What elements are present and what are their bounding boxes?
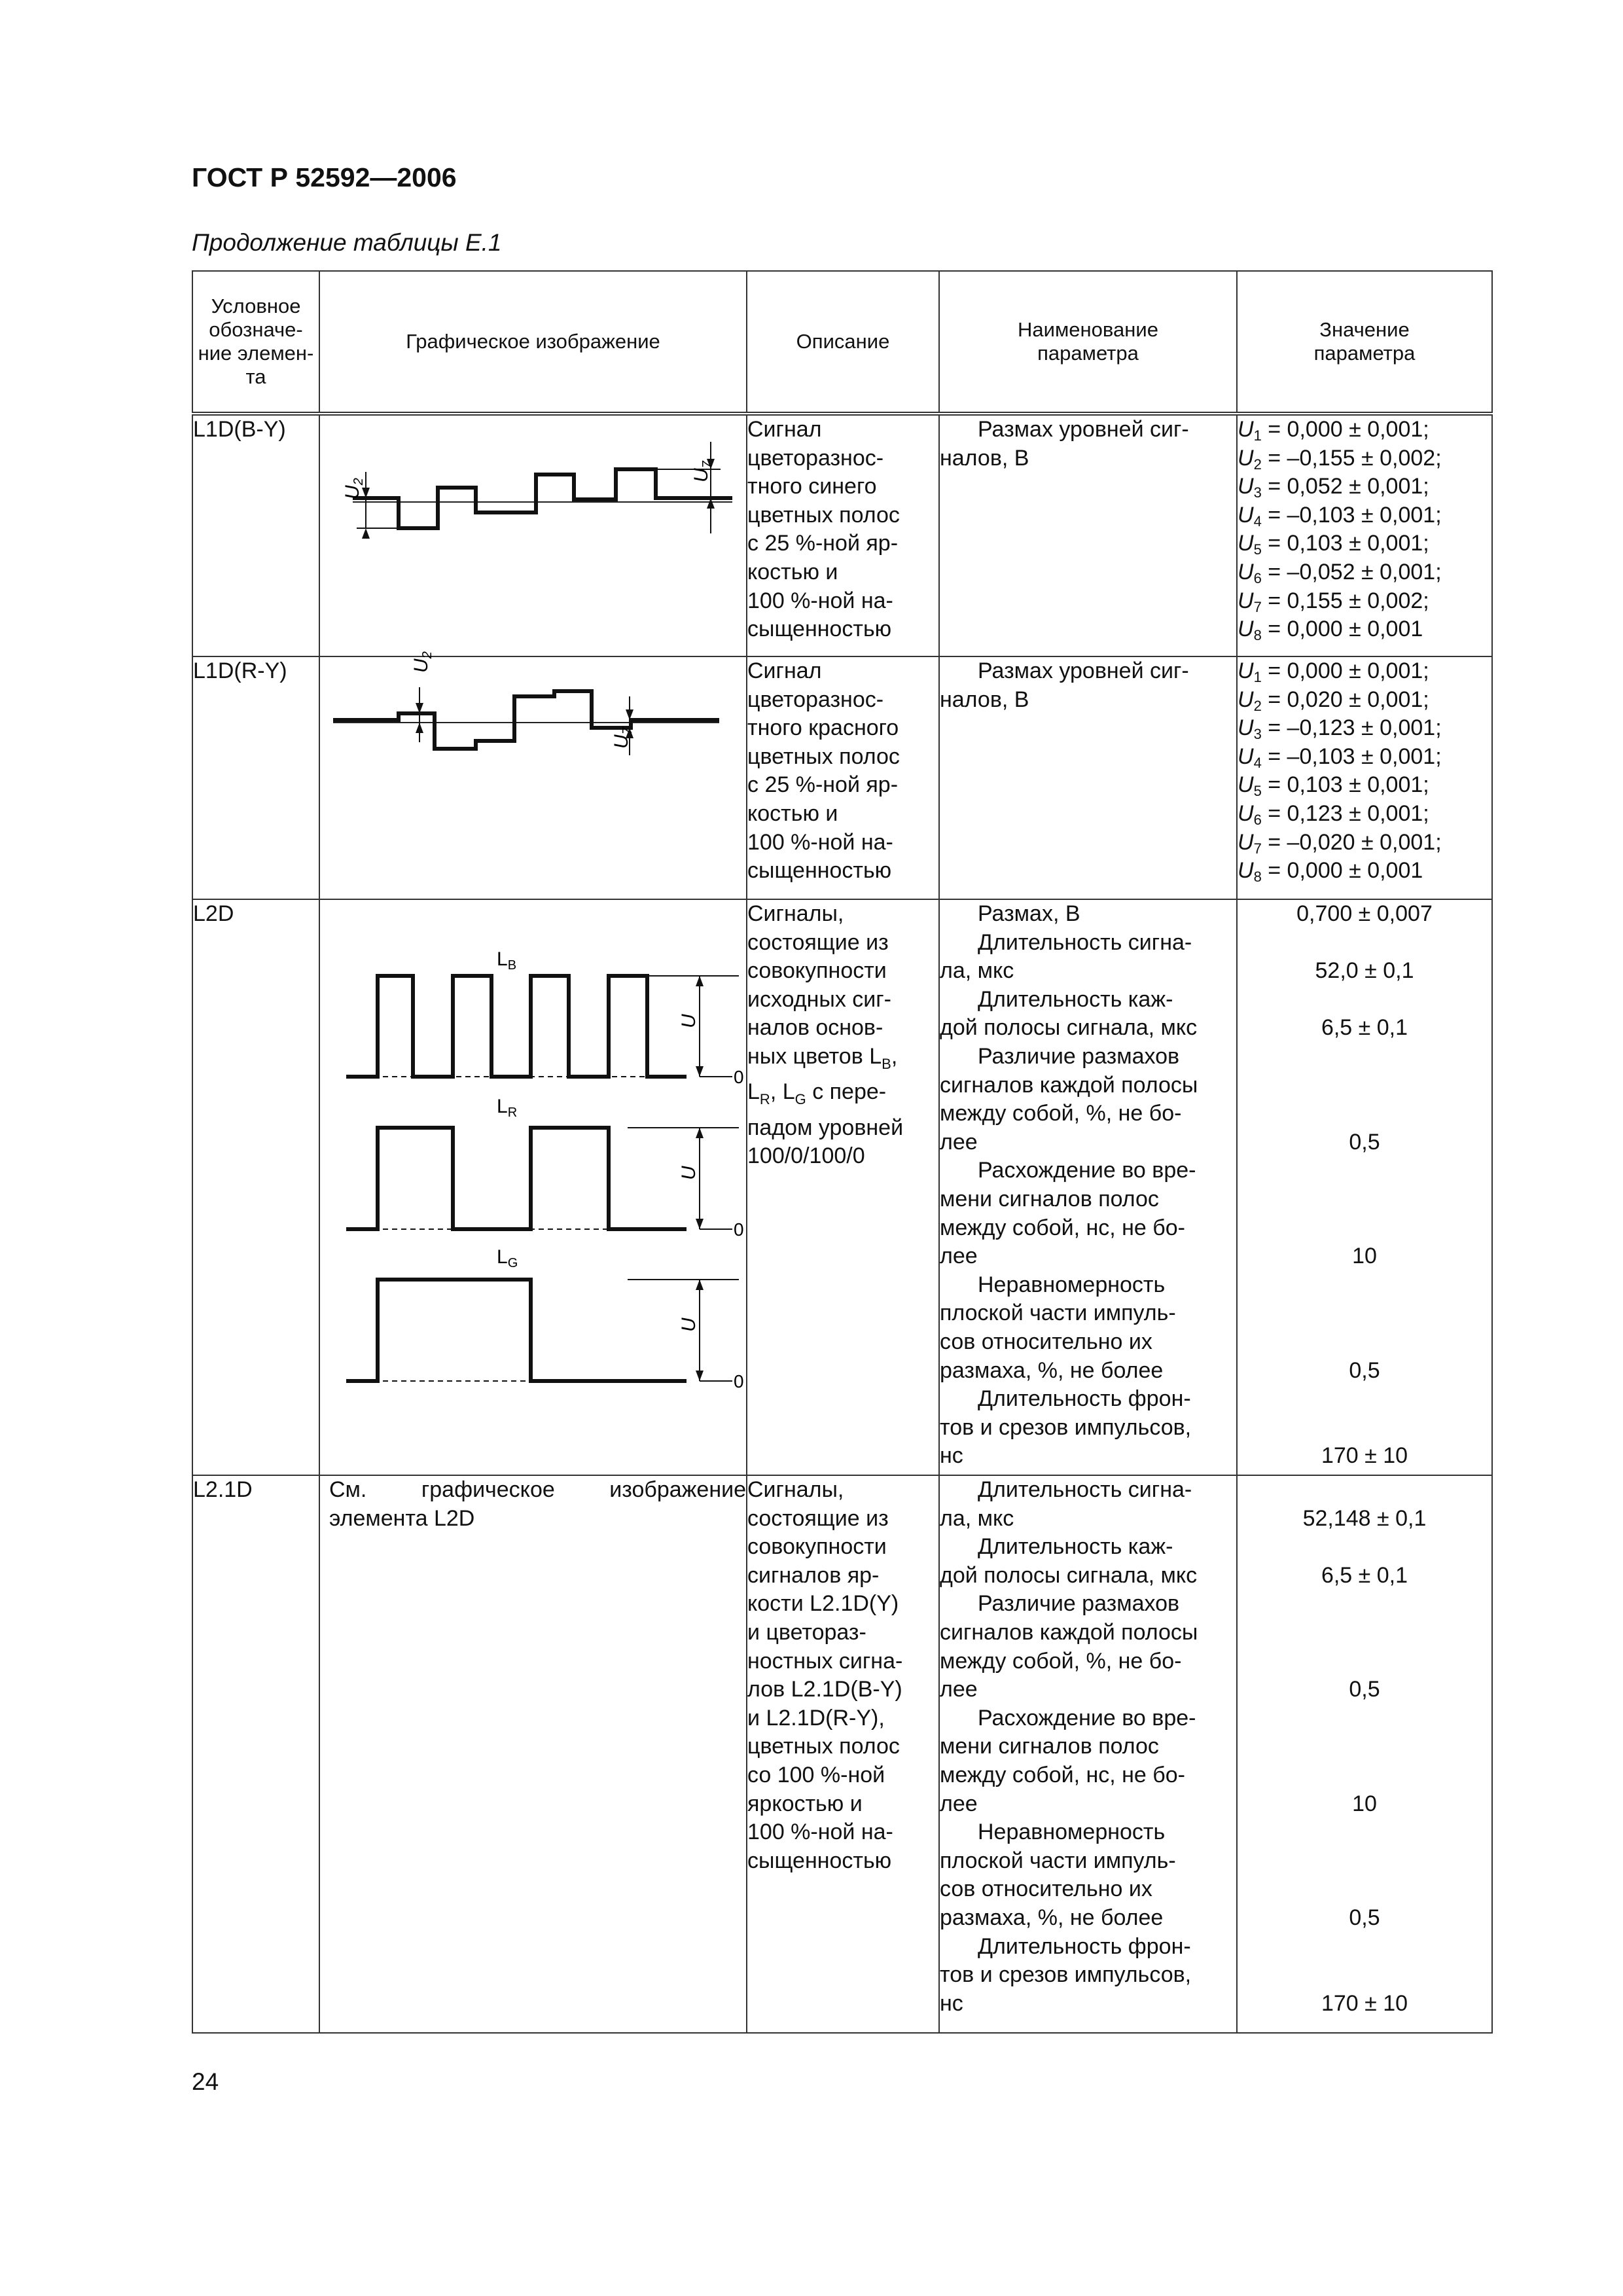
param-value-line: $U_6 = -0,052 \pm 0,001$; <box>1238 559 1442 586</box>
description-cell <box>747 1475 939 2033</box>
param-value-spacer <box>1238 1732 1491 1761</box>
param-line: мени сигналов полос <box>940 1734 1159 1759</box>
param-line: Длительность фрон- <box>978 1386 1191 1412</box>
table-header-row <box>192 271 1492 414</box>
param-value-line: $U_7 = 0,155 \pm 0,002$; <box>1238 588 1429 615</box>
param-value-spacer <box>1238 1818 1491 1847</box>
param-value: 52,0 ± 0,1 <box>1315 958 1414 984</box>
description-line: сигналов яр- <box>747 1562 880 1588</box>
param-value-line: $U_3 = 0,052 \pm 0,001$; <box>1238 474 1429 501</box>
param-line: плоской части импуль- <box>940 1300 1176 1326</box>
svg-text:U7: $U_7$ <box>690 461 715 482</box>
description-line: Сигнал <box>747 658 822 683</box>
element-code: L2D <box>192 899 319 1475</box>
param-value: 0,5 <box>1349 1905 1380 1930</box>
param-value: 0,700 ± 0,007 <box>1296 901 1433 926</box>
table-row <box>192 1475 1492 2033</box>
svg-text:0: 0 <box>734 1067 744 1087</box>
table-row <box>192 899 1492 1475</box>
graphic-cell <box>319 414 747 656</box>
param-line: лее <box>940 1244 978 1269</box>
param-line: лее <box>940 1677 978 1702</box>
description-line: сыщенностью <box>747 1848 892 1873</box>
param-value-spacer <box>1238 1647 1491 1676</box>
param-value-spacer <box>1238 1875 1491 1904</box>
description-line: состоящие из <box>747 929 889 955</box>
param-line: Длительность сигна- <box>978 1477 1192 1502</box>
param-line: Расхождение во вре- <box>978 1705 1196 1731</box>
signal-diagram-l1d-r-y <box>320 651 745 788</box>
description-line: Сигнал <box>747 417 822 442</box>
param-value-spacer <box>1238 1761 1491 1790</box>
param-line: сов относительно их <box>940 1876 1152 1902</box>
description-line: и L2.1D(R-Y), <box>747 1705 885 1731</box>
signal-diagram-l1d-b-y <box>320 416 745 547</box>
param-line: тов и срезов импульсов, <box>940 1962 1192 1988</box>
svg-text:U7: $U_7$ <box>611 727 635 749</box>
svg-text:U: U <box>678 1014 700 1028</box>
table-row <box>192 656 1492 899</box>
param-value-line: $U_7 = -0,020 \pm 0,001$; <box>1238 829 1442 857</box>
param-line: мени сигналов полос <box>940 1186 1159 1211</box>
param-value: 0,5 <box>1349 1357 1380 1383</box>
param-line: плоской части импуль- <box>940 1848 1176 1873</box>
param-value-spacer <box>1238 1961 1491 1990</box>
param-line: нс <box>940 1443 963 1469</box>
description-line: яркостью и <box>747 1791 863 1816</box>
param-value: 0,5 <box>1349 1677 1380 1702</box>
description-line: сыщенностью <box>747 617 892 642</box>
param-name-cell <box>939 1475 1237 2033</box>
table-row <box>192 414 1492 656</box>
graphic-cell <box>319 899 747 1475</box>
param-value-spacer <box>1238 1385 1491 1414</box>
description-line: 100/0/100/0 <box>747 1143 865 1169</box>
param-line: Размах уровней сиг- <box>978 417 1189 442</box>
param-line: Длительность каж- <box>978 986 1173 1012</box>
param-value-cell <box>1237 414 1492 656</box>
param-value-spacer <box>1238 1619 1491 1647</box>
svg-text:0: 0 <box>734 1219 744 1240</box>
param-value-line: $U_4 = -0,103 \pm 0,001$; <box>1238 502 1442 529</box>
param-line: Различие размахов <box>978 1591 1180 1617</box>
param-value-line: $U_1 = 0,000 \pm 0,001$; <box>1238 658 1429 685</box>
param-line: Расхождение во вре- <box>978 1158 1196 1183</box>
description-cell <box>747 656 939 899</box>
param-value-spacer <box>1238 1476 1491 1505</box>
description-line: тного синего <box>747 474 877 499</box>
description-line: с 25 %-ной яр- <box>747 531 899 556</box>
element-code: L2.1D <box>192 1475 319 2033</box>
description-line: падом уровней <box>747 1115 904 1140</box>
param-line: сигналов каждой полосы <box>940 1072 1198 1098</box>
param-value: 0,5 <box>1349 1129 1380 1155</box>
svg-text:U: U <box>678 1318 700 1332</box>
document-code: ГОСТ Р 52592—2006 <box>192 162 457 192</box>
param-value-cell <box>1237 899 1492 1475</box>
param-value-spacer <box>1238 1185 1491 1214</box>
description-line: 100 %-ной на- <box>747 829 893 855</box>
param-value: 170 ± 10 <box>1321 1443 1408 1469</box>
svg-text:U2: $U_2$ <box>410 651 435 673</box>
description-line: и цветораз- <box>747 1619 866 1645</box>
param-value-line: $U_5 = 0,103 \pm 0,001$; <box>1238 531 1429 558</box>
param-line: между собой, нс, не бо- <box>940 1762 1185 1787</box>
description-line: совокупности <box>747 958 887 984</box>
description-line: кости L2.1D(Y) <box>747 1591 899 1617</box>
graphic-cell <box>319 651 747 899</box>
param-line: Неравномерность <box>978 1272 1166 1297</box>
description-line: тного красного <box>747 715 899 741</box>
table-caption: Продолжение таблицы Е.1 <box>192 229 502 256</box>
signal-diagram-l2d <box>320 900 745 1410</box>
param-value-spacer <box>1238 1071 1491 1100</box>
param-value-spacer <box>1238 1414 1491 1443</box>
description-line: цветных полос <box>747 744 900 769</box>
col-header-param-name: Наименование параметра <box>939 271 1237 414</box>
param-line: налов, В <box>940 445 1029 471</box>
description-line: ностных сигна- <box>747 1648 903 1674</box>
param-line: Длительность каж- <box>978 1534 1173 1560</box>
description-line: цветных полос <box>747 1734 900 1759</box>
description-line: налов основ- <box>747 1015 883 1041</box>
param-value: 6,5 ± 0,1 <box>1321 1015 1408 1041</box>
param-line: дой полосы сигнала, мкс <box>940 1562 1198 1588</box>
param-value-line: $U_1 = 0,000 \pm 0,001$; <box>1238 417 1429 444</box>
param-value-spacer <box>1238 1328 1491 1357</box>
param-line: Размах уровней сиг- <box>978 658 1189 683</box>
description-line: костью и <box>747 800 838 826</box>
param-line: сов относительно их <box>940 1329 1152 1354</box>
param-line: Различие размахов <box>978 1043 1180 1069</box>
col-header-graphic: Графическое изображение <box>319 271 747 414</box>
description-line: совокупности <box>747 1534 887 1560</box>
description-line: цветоразнос- <box>747 687 884 712</box>
param-value-spacer <box>1238 1271 1491 1300</box>
page-number: 24 <box>192 2068 219 2095</box>
col-header-description: Описание <box>747 271 939 414</box>
param-value-spacer <box>1238 1299 1491 1328</box>
param-value-cell <box>1237 1475 1492 2033</box>
param-value: 10 <box>1352 1791 1377 1816</box>
param-value-line: $U_3 = -0,123 \pm 0,001$; <box>1238 715 1442 743</box>
param-value-spacer <box>1238 1704 1491 1733</box>
param-line: сигналов каждой полосы <box>940 1619 1198 1645</box>
param-value-spacer <box>1238 1214 1491 1243</box>
param-line: дой полосы сигнала, мкс <box>940 1015 1198 1041</box>
description-cell <box>747 899 939 1475</box>
param-value-spacer <box>1238 1100 1491 1128</box>
param-value-spacer <box>1238 1533 1491 1562</box>
description-cell <box>747 414 939 656</box>
description-line: со 100 %-ной <box>747 1762 885 1787</box>
element-code: L1D(B-Y) <box>192 414 319 656</box>
param-line: лее <box>940 1791 978 1816</box>
description-line: костью и <box>747 559 838 584</box>
param-line: лее <box>940 1129 978 1155</box>
param-value-line: $U_8 = 0,000 \pm 0,001$ <box>1238 858 1423 886</box>
param-name-cell <box>939 656 1237 899</box>
param-value-line: $U_8 = 0,000 \pm 0,001$ <box>1238 617 1423 644</box>
description-line: $L_R$, $L_G$ с пере- <box>747 1079 887 1108</box>
svg-text:U: U <box>678 1166 700 1180</box>
param-value-line: $U_2 = 0,020 \pm 0,001$; <box>1238 687 1429 714</box>
param-line: между собой, %, не бо- <box>940 1101 1182 1126</box>
param-line: ла, мкс <box>940 1505 1014 1531</box>
param-value: 10 <box>1352 1244 1377 1269</box>
param-value-spacer <box>1238 986 1491 1014</box>
description-line: состоящие из <box>747 1505 889 1531</box>
param-value: 6,5 ± 0,1 <box>1321 1562 1408 1588</box>
param-value-spacer <box>1238 1847 1491 1876</box>
description-line: 100 %-ной на- <box>747 1820 893 1845</box>
graphic-cell <box>319 1475 747 2033</box>
param-line: между собой, %, не бо- <box>940 1648 1182 1674</box>
description-line: исходных сиг- <box>747 986 891 1012</box>
label-lb: $L_B$ <box>497 948 517 973</box>
param-value-spacer <box>1238 1043 1491 1071</box>
element-code: L1D(R-Y) <box>192 656 319 899</box>
param-value-line: $U_6 = 0,123 \pm 0,001$; <box>1238 800 1429 828</box>
param-value-spacer <box>1238 1590 1491 1619</box>
description-line: лов L2.1D(B-Y) <box>747 1677 902 1702</box>
label-lg: $L_G$ <box>497 1246 518 1270</box>
param-line: Размах, В <box>978 901 1080 926</box>
param-name-cell <box>939 899 1237 1475</box>
param-value-line: $U_2 = -0,155 \pm 0,002$; <box>1238 445 1442 473</box>
label-lr: $L_R$ <box>497 1096 518 1120</box>
parameters-table <box>192 270 1493 2034</box>
description-line: Сигналы, <box>747 1477 844 1502</box>
description-line: 100 %-ной на- <box>747 588 893 613</box>
param-value-cell <box>1237 656 1492 899</box>
param-line: ла, мкс <box>940 958 1014 984</box>
param-line: Неравномерность <box>978 1820 1166 1845</box>
param-line: размаха, %, не более <box>940 1905 1164 1930</box>
param-line: Длительность фрон- <box>978 1933 1191 1959</box>
param-value-line: $U_5 = 0,103 \pm 0,001$; <box>1238 772 1429 800</box>
param-line: налов, В <box>940 687 1029 712</box>
description-line: цветных полос <box>747 502 900 528</box>
param-line: тов и срезов импульсов, <box>940 1414 1192 1440</box>
param-value: 52,148 ± 0,1 <box>1302 1505 1427 1531</box>
col-header-param-value: Значение параметра <box>1237 271 1492 414</box>
param-value-line: $U_4 = -0,103 \pm 0,001$; <box>1238 744 1442 771</box>
param-value-spacer <box>1238 1933 1491 1962</box>
col-header-code: Условное обозначе- ние элемен- та <box>192 271 319 414</box>
param-value: 170 ± 10 <box>1321 1990 1408 2016</box>
param-line: Длительность сигна- <box>978 929 1192 955</box>
param-value-spacer <box>1238 1157 1491 1185</box>
param-name-cell <box>939 414 1237 656</box>
description-line: цветоразнос- <box>747 445 884 471</box>
param-line: нс <box>940 1990 963 2016</box>
param-line: между собой, нс, не бо- <box>940 1215 1185 1240</box>
graphic-reference-text: См. графическое изображение элемента L2D <box>329 1477 746 1531</box>
param-value-spacer <box>1238 929 1491 958</box>
description-line: сыщенностью <box>747 858 892 884</box>
description-line: ных цветов $L_B$, <box>747 1043 898 1072</box>
param-line: размаха, %, не более <box>940 1357 1164 1383</box>
svg-text:U2: $U_2$ <box>342 478 366 499</box>
description-line: Сигналы, <box>747 901 844 926</box>
description-line: с 25 %-ной яр- <box>747 772 899 798</box>
svg-text:0: 0 <box>734 1371 744 1391</box>
